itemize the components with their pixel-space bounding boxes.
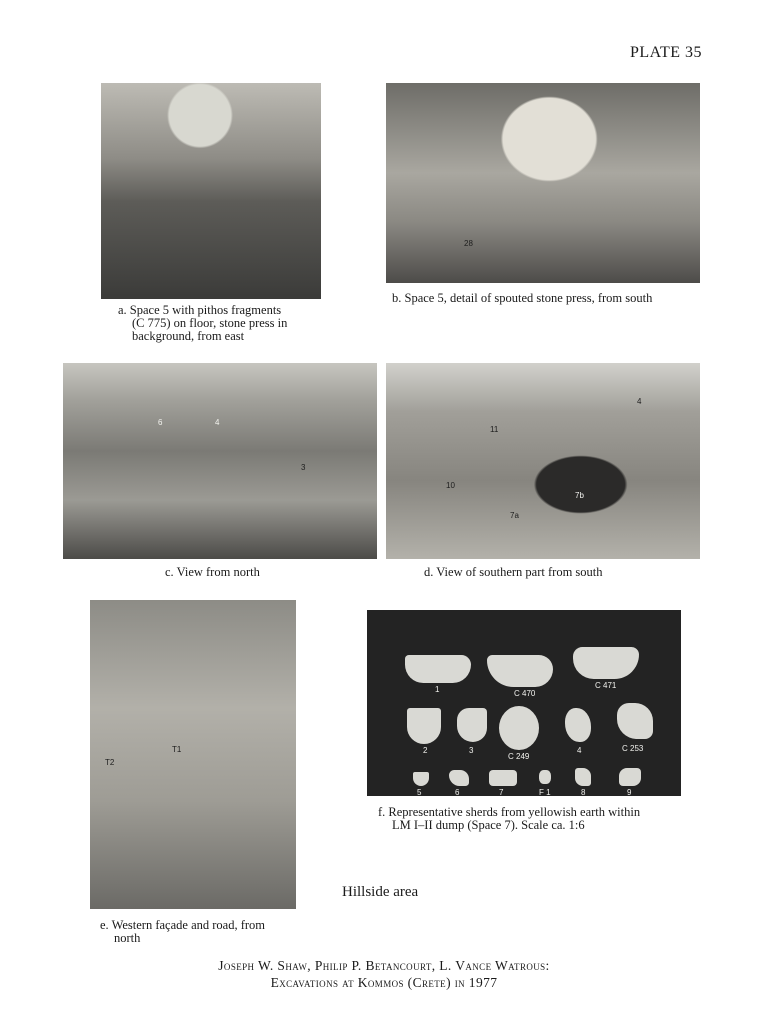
footer-authors: Joseph W. Shaw, Philip P. Betancourt, L. Vance Watrous: — [218, 958, 550, 973]
section-label: Hillside area — [342, 884, 419, 900]
caption-f — [378, 806, 640, 832]
photo-d-label: 10 — [446, 481, 455, 490]
caption-d — [424, 566, 603, 579]
sherd-label: 1 — [435, 685, 440, 694]
photo-c-label: 3 — [301, 463, 306, 472]
sherd-label: 6 — [455, 788, 460, 796]
sherd — [575, 768, 591, 786]
photo-e-label: T2 — [105, 758, 115, 767]
sherd — [487, 655, 553, 687]
sherd — [565, 708, 591, 742]
plate-number: PLATE 35 — [630, 44, 702, 61]
sherd — [499, 706, 539, 750]
caption-b-line: b. Space 5, detail of spouted stone press, from south — [392, 291, 653, 305]
sherd — [413, 772, 429, 786]
photo-space-5-pithos — [101, 83, 321, 299]
photo-d-label: 7a — [510, 511, 519, 520]
photo-sherds — [367, 610, 681, 796]
photo-view-from-north — [63, 363, 377, 559]
sherd-label: 4 — [577, 746, 582, 755]
photo-d-label: 4 — [637, 397, 642, 406]
caption-a — [118, 304, 287, 343]
caption-c — [165, 566, 260, 579]
sherd-label: 7 — [499, 788, 504, 796]
sherd-label: C 471 — [595, 681, 617, 690]
sherd-label: 3 — [469, 746, 474, 755]
sherd — [449, 770, 469, 786]
sherd-label: 8 — [581, 788, 586, 796]
sherd — [457, 708, 487, 742]
caption-a-line: background, from east — [132, 329, 245, 343]
sherd-label: C 470 — [514, 689, 536, 698]
photo-d-label: 11 — [490, 425, 499, 434]
sherd-label: 2 — [423, 746, 428, 755]
caption-e-line: e. Western façade and road, from — [100, 918, 266, 932]
caption-a-line: a. Space 5 with pithos fragments — [118, 303, 282, 317]
sherd — [573, 647, 639, 679]
photo-stone-press — [386, 83, 700, 283]
photo-c-label: 6 — [158, 418, 163, 427]
caption-f-line: f. Representative sherds from yellowish earth within — [378, 805, 641, 819]
caption-f-line: LM I–II dump (Space 7). Scale ca. 1:6 — [392, 818, 585, 832]
sherd — [617, 703, 653, 739]
caption-d-line: d. View of southern part from south — [424, 565, 603, 579]
photo-e-label: T1 — [172, 745, 182, 754]
sherd — [489, 770, 517, 786]
sherd-label: C 253 — [622, 744, 644, 753]
caption-e — [100, 919, 265, 945]
photo-b-label: 28 — [464, 239, 473, 248]
sherd-label: C 249 — [508, 752, 530, 761]
photo-c-label: 4 — [215, 418, 220, 427]
photo-southern-part — [386, 363, 700, 559]
sherd — [405, 655, 471, 683]
sherd — [619, 768, 641, 786]
sherd-label: F 1 — [539, 788, 551, 796]
caption-c-line: c. View from north — [165, 565, 260, 579]
footer-title: Excavations at Kommos (Crete) in 1977 — [270, 975, 498, 990]
sherd-label: 5 — [417, 788, 422, 796]
photo-d-label: 7b — [575, 491, 584, 500]
caption-b — [392, 292, 652, 305]
photo-western-facade — [90, 600, 296, 909]
sherd — [539, 770, 551, 784]
caption-a-line: (C 775) on floor, stone press in — [132, 316, 288, 330]
sherd-label: 9 — [627, 788, 632, 796]
sherd — [407, 708, 441, 744]
caption-e-line: north — [114, 931, 141, 945]
